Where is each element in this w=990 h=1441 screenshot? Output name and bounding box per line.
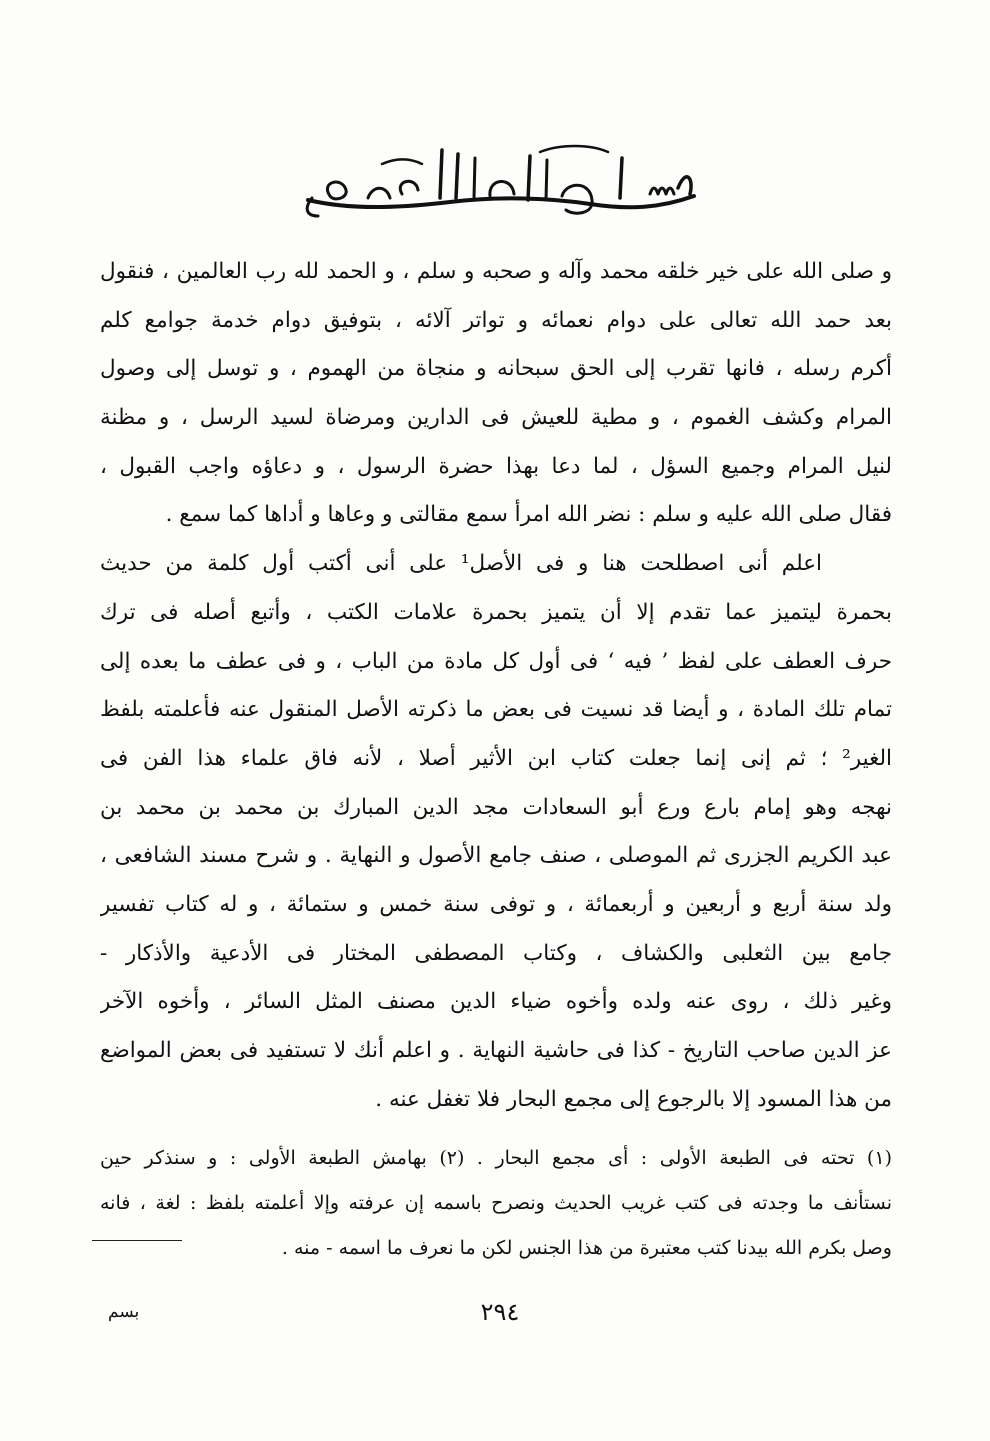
text-line: و صلى الله على خير خلقه محمد وآله و صحبه و سلم ، و الحمد لله رب العالمين ، فنقول (100, 259, 892, 284)
text-line: حرف العطف على لفظ ’ فيه ‘ فى أول كل مادة من الباب ، و فى عطف ما بعده إلى (100, 648, 892, 674)
text-line: فقال صلى الله عليه و سلم : نضر الله امرأ سمع مقالتى و وعاها و أداها كما سمع . (165, 502, 892, 528)
footnotes (100, 1136, 892, 1271)
catchword: بسم (108, 1302, 140, 1322)
text-line: المرام وكشف الغموم ، و مطية للعيش فى الدارين ومرضاة لسيد الرسل ، و مظنة (100, 405, 892, 431)
text-line: أكرم رسله ، فانها تقرب إلى الحق سبحانه و منجاة من الهموم ، و توسل إلى وصول (100, 356, 892, 382)
text-line: اعلم أنى اصطلحت هنا و فى الأصل¹ على أنى أكتب أول كلمة من حديث (100, 551, 822, 577)
text-line: بحمرة ليتميز عما تقدم إلا أن يتميز بحمرة علامات الكتب ، وأتبع أصله فى ترك (100, 599, 892, 625)
text-line: من هذا المسود إلا بالرجوع إلى مجمع البحار فلا تغفل عنه . (375, 1086, 892, 1112)
text-line: جامع بين الثعلبى والكشاف ، وكتاب المصطفى المختار فى الأدعية والأذكار - (100, 940, 892, 966)
text-line: عز الدين صاحب التاريخ - كذا فى حاشية النهاية . و اعلم أنك لا تستفيد فى بعض المواضع (100, 1038, 892, 1063)
text-line: ولد سنة أربع و أربعين و أربعمائة ، و توفى سنة خمس و ستمائة ، و له كتاب تفسير (100, 891, 892, 917)
text-line: الغير² ؛ ثم إنى إنما جعلت كتاب ابن الأثير أصلا ، لأنه فاق علماء هذا الفن فى (100, 745, 892, 771)
text-line: عبد الكريم الجزرى ثم الموصلى ، صنف جامع الأصول و النهاية . و شرح مسند الشافعى ، (100, 843, 892, 869)
page-number: ٢٩٤ (480, 1298, 520, 1326)
text-line: نهجه وهو إمام بارع ورع أبو السعادات مجد الدين المبارك بن محمد بن محمد بن (100, 794, 892, 820)
text-line: وغير ذلك ، روى عنه ولده وأخوه ضياء الدين مصنف المثل السائر ، وأخوه الآخر (100, 989, 892, 1015)
main-text (100, 248, 892, 1124)
footnote-line: وصل بكرم الله بيدنا كتب معتبرة من هذا الجنس لكن ما نعرف ما اسمه - منه . (281, 1237, 892, 1259)
text-line: لنيل المرام وجميع السؤل ، لما دعا بهذا حضرة الرسول ، و دعاؤه واجب القبول ، (100, 453, 892, 479)
text-line: تمام تلك المادة ، و أيضا قد نسيت فى بعض ما ذكرته الأصل المنقول عنه فأعلمته بلفظ (100, 697, 892, 723)
footnote-divider (92, 1240, 182, 1241)
footnote-line: نستأنف ما وجدته فى كتب غريب الحديث ونصرح باسمه إن عرفته وإلا أعلمته بلفظ : لغة ، فانه (100, 1192, 892, 1214)
text-line: بعد حمد الله تعالى على دوام نعمائه و تواتر آلائه ، بتوفيق دوام خدمة جوامع كلم (100, 307, 892, 333)
footnote-line: (١) تحته فى الطبعة الأولى : أى مجمع البحار . (٢) بهامش الطبعة الأولى : و سنذكر حين (100, 1147, 892, 1169)
basmala-calligraphy (290, 138, 710, 220)
